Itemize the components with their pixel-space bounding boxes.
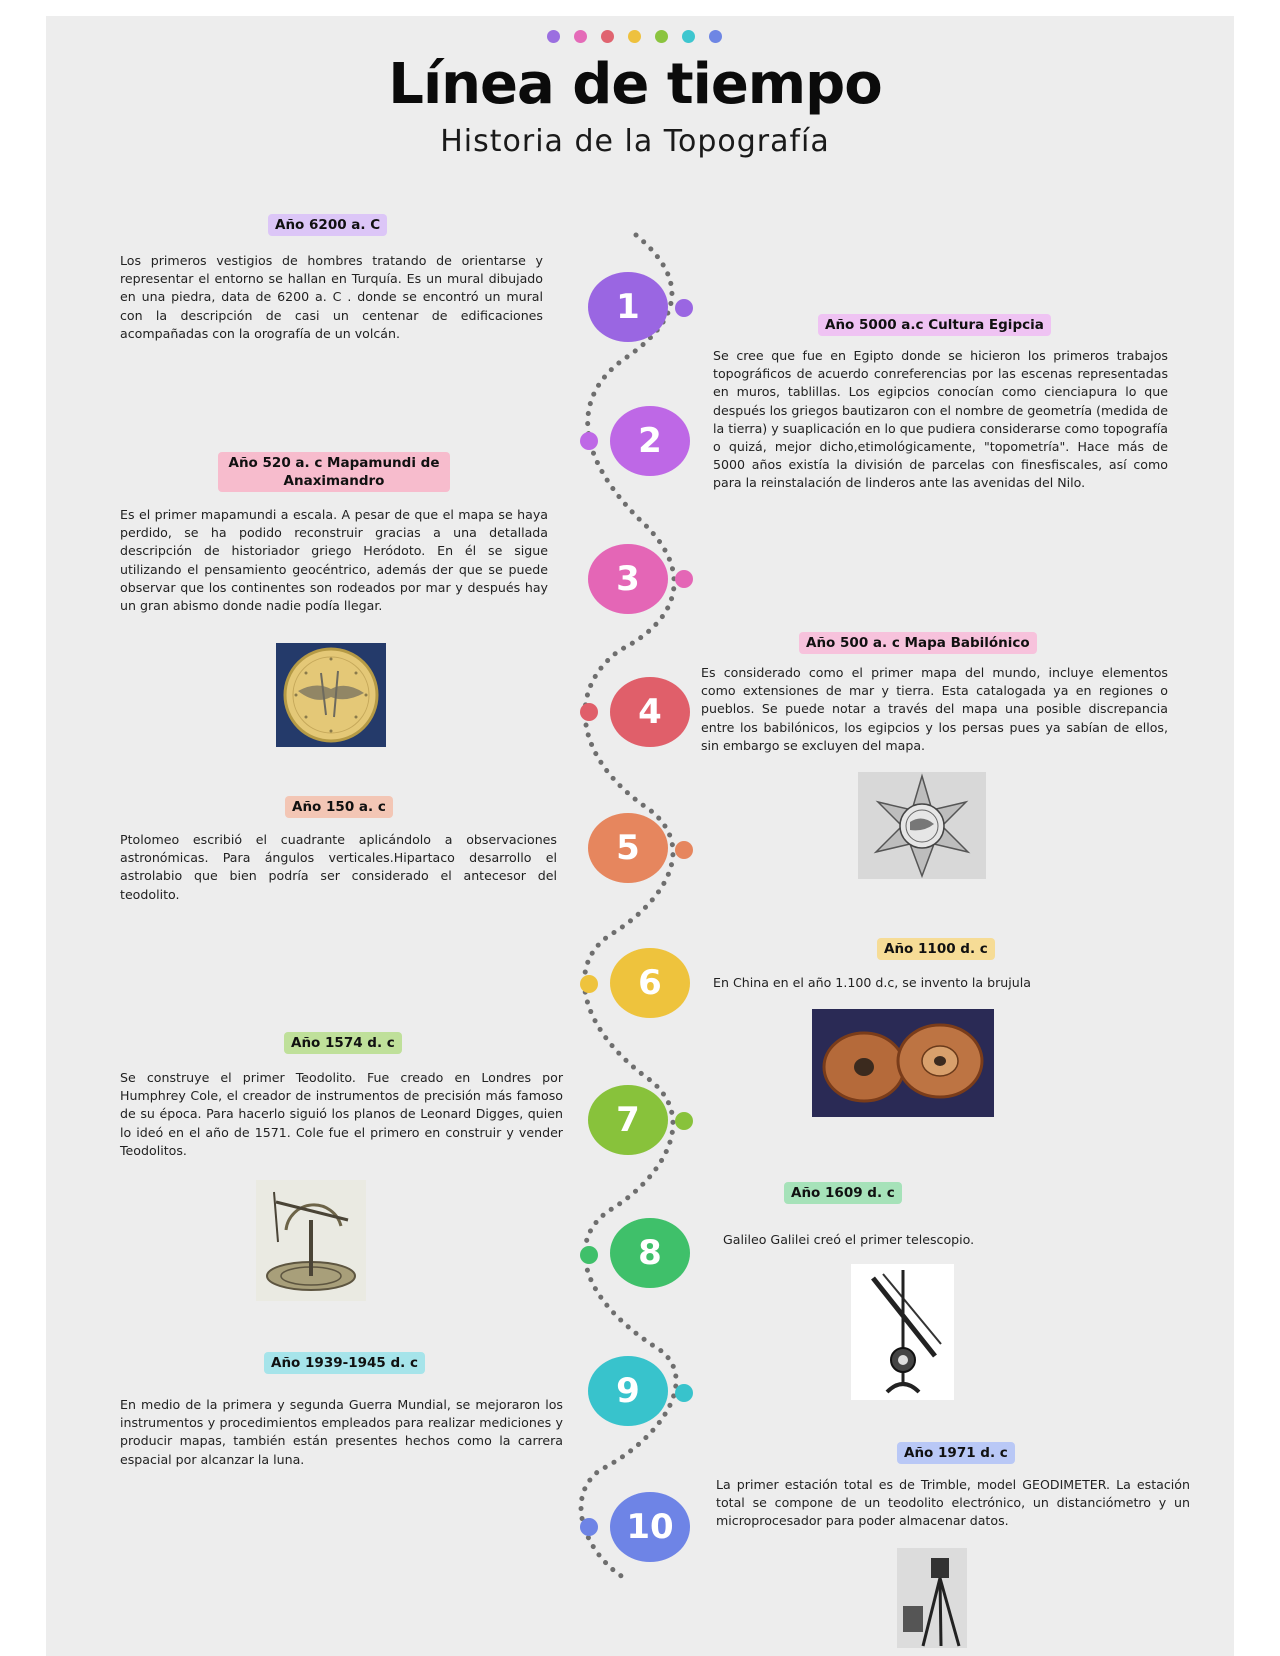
page-title: Línea de tiempo [388, 52, 882, 117]
path-dot-8 [580, 1246, 598, 1264]
path-dot-7 [675, 1112, 693, 1130]
year-badge-4: Año 500 a. c Mapa Babilónico [799, 632, 1037, 654]
year-badge-8: Año 1609 d. c [784, 1182, 902, 1204]
milestone-circle-8: 8 [610, 1218, 690, 1288]
deco-dot [655, 30, 668, 43]
star-shaped-map-image [858, 772, 986, 879]
milestone-circle-6: 6 [610, 948, 690, 1018]
year-badge-3: Año 520 a. c Mapamundi de Anaximandro [218, 452, 450, 492]
milestone-circle-7: 7 [588, 1085, 668, 1155]
milestone-text-4: Es considerado como el primer mapa del mundo, incluye elementos como extensiones de mar y tierra. Esta catalogada ya en regiones o pueblos. Se puede notar a través del mapa una posible discrepancia entre los babilónicos, los egipcios y los persas pues ya sabían de ellos, sin embargo se excluyen del mapa. [701, 665, 1168, 753]
milestone-text-1: Los primeros vestigios de hombres tratando de orientarse y representar el entorno se hallan en Turquía. Es un mural dibujado en una piedra, data de 6200 a. C . donde se encontró un mural con la descripción de casi un centenar de edificaciones acompañadas con la orografía de un volcán. [120, 253, 543, 341]
path-dot-9 [675, 1384, 693, 1402]
year-badge-9: Año 1939-1945 d. c [264, 1352, 425, 1374]
page-subtitle: Historia de la Topografía [440, 124, 830, 159]
year-badge-1: Año 6200 a. C [268, 214, 387, 236]
deco-dot [547, 30, 560, 43]
deco-dot [601, 30, 614, 43]
milestone-text-2: Se cree que fue en Egipto donde se hicieron los primeros trabajos topográficos de acuerdo conreferencias por las escenas representadas en muros, tablillas. Los egipcios conocían como cienciapura lo que después los griegos bautizaron con el nombre de geometría (medida de la tierra) y suaplicación en lo que pudiera considerarse como topografía o quizá, mejor dicho,etimológicamente, "topometría". Hace más de 5000 años existía la división de parcelas con finesfiscales, así como para la reinstalación de linderos ante las avenidas del Nilo. [713, 348, 1168, 491]
path-dot-2 [580, 432, 598, 450]
year-badge-10: Año 1971 d. c [897, 1442, 1015, 1464]
milestone-circle-5: 5 [588, 813, 668, 883]
path-dot-1 [675, 299, 693, 317]
milestone-text-8: Galileo Galilei creó el primer telescopio. [723, 1232, 975, 1247]
deco-dot [574, 30, 587, 43]
deco-dot [628, 30, 641, 43]
path-dot-4 [580, 703, 598, 721]
milestone-circle-10: 10 [610, 1492, 690, 1562]
milestone-circle-4: 4 [610, 677, 690, 747]
milestone-text-5: Ptolomeo escribió el cuadrante aplicándolo a observaciones astronómicas. Para ángulos verticales.Hipartaco desarrollo el astrolabio que bien podría ser considerado el antecesor del teodolito. [120, 832, 557, 902]
milestone-circle-3: 3 [588, 544, 668, 614]
deco-dot [709, 30, 722, 43]
path-dot-10 [580, 1518, 598, 1536]
round-world-map-image [276, 643, 386, 747]
milestone-text-3: Es el primer mapamundi a escala. A pesar de que el mapa se haya perdido, se ha podido reconstruir gracias a una detallada descripción de historiador griego Heródoto. En él se sigue utilizando el pensamiento geocéntrico, además der que se puede observar que los continentes son rodeados por mar y después hay un gran abismo donde nadie podía llegar. [120, 507, 548, 614]
milestone-text-7: Se construye el primer Teodolito. Fue creado en Londres por Humphrey Cole, el creador de instrumentos de precisión más famoso de su época. Para hacerlo siguió los planos de Leonard Digges, quien lo ideó en el año de 1571. Cole fue el primero en construir y vender Teodolitos. [120, 1070, 563, 1158]
compass-discs-image [812, 1009, 994, 1117]
milestone-text-10: La primer estación total es de Trimble, model GEODIMETER. La estación total se compone de un teodolito electrónico, un distanciómetro y un microprocesador para poder almacenar datos. [716, 1477, 1190, 1529]
theodolite-image [256, 1180, 366, 1301]
total-station-tripod-image [897, 1548, 967, 1648]
milestone-text-6: En China en el año 1.100 d.c, se invento la brujula [713, 975, 1031, 990]
milestone-circle-9: 9 [588, 1356, 668, 1426]
path-dot-3 [675, 570, 693, 588]
milestone-circle-1: 1 [588, 272, 668, 342]
decorative-dots [547, 30, 737, 44]
deco-dot [682, 30, 695, 43]
milestone-circle-2: 2 [610, 406, 690, 476]
year-badge-7: Año 1574 d. c [284, 1032, 402, 1054]
year-badge-6: Año 1100 d. c [877, 938, 995, 960]
milestone-text-9: En medio de la primera y segunda Guerra Mundial, se mejoraron los instrumentos y procedimientos empleados para realizar mediciones y producir mapas, también están presentes hechos como la carrera espacial por alcanzar la luna. [120, 1397, 563, 1467]
year-badge-2: Año 5000 a.c Cultura Egipcia [818, 314, 1051, 336]
path-dot-6 [580, 975, 598, 993]
telescope-image [851, 1264, 954, 1400]
path-dot-5 [675, 841, 693, 859]
year-badge-5: Año 150 a. c [285, 796, 393, 818]
